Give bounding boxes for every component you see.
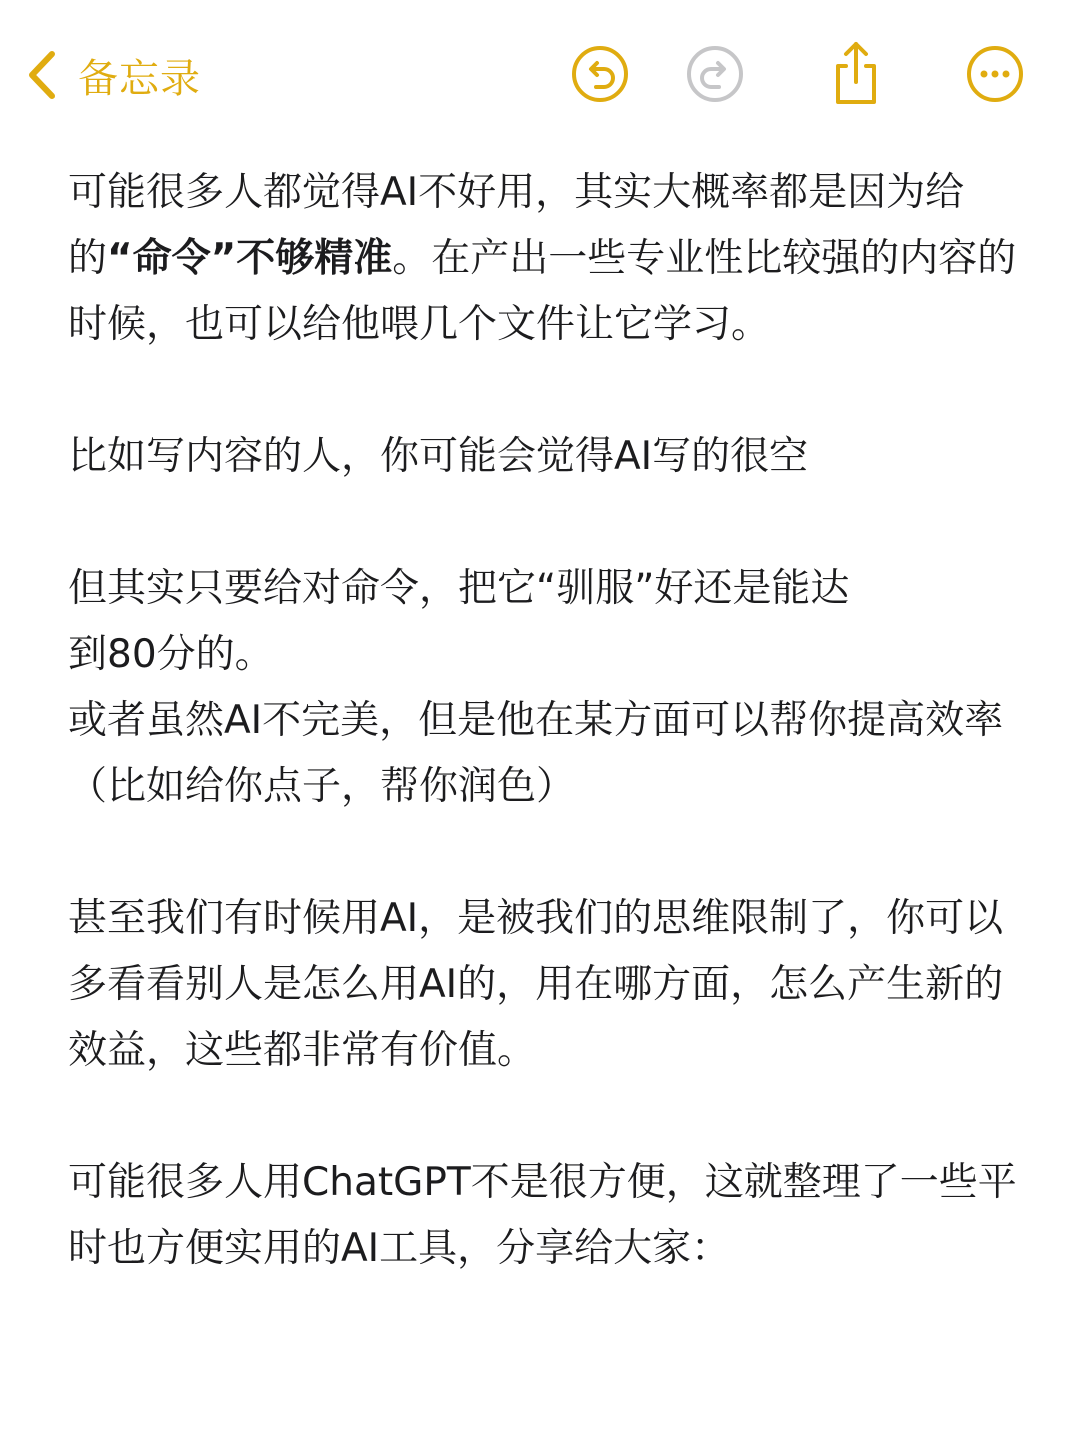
more-icon[interactable] [965,44,1025,104]
paragraph-1-text-b: 。在产出一些专业性比较强的内容的时候，也可以给他喂几个文件让它学习。 [68,236,1017,347]
back-button[interactable] [24,42,201,108]
redo-icon[interactable] [685,44,745,104]
blank-line [68,490,1018,556]
paragraph-3-line-2: 到80分的。 [68,632,274,677]
paragraph-1-text-a: 可能很多人都觉得AI不好用，其实大概率都是因为给的 [68,170,965,281]
undo-icon[interactable] [570,44,630,104]
blank-line [68,1084,1018,1150]
paragraph-1 [68,160,1018,358]
navigation-bar [0,0,1080,150]
blank-line [68,358,1018,424]
paragraph-2: 比如写内容的人，你可能会觉得AI写的很空 [68,434,809,479]
note-body[interactable] [68,160,1018,1282]
back-label: 备忘录 [78,55,201,102]
paragraph-3-line-1: 但其实只要给对命令，把它“驯服”好还是能达 [68,566,850,611]
paragraph-6: 可能很多人用ChatGPT不是很方便，这就整理了一些平时也方便实用的AI工具，分享给大家： [68,1160,1017,1271]
chevron-left-icon [24,50,58,100]
paragraph-1-emphasis: “命令”不够精准 [107,236,393,281]
paragraph-4: 或者虽然AI不完美，但是他在某方面可以帮你提高效率（比如给你点子，帮你润色） [68,698,1004,809]
share-icon[interactable] [826,40,886,106]
blank-line [68,820,1018,886]
paragraph-5: 甚至我们有时候用AI，是被我们的思维限制了，你可以多看看别人是怎么用AI的，用在哪方面，怎么产生新的效益，这些都非常有价值。 [68,896,1004,1073]
